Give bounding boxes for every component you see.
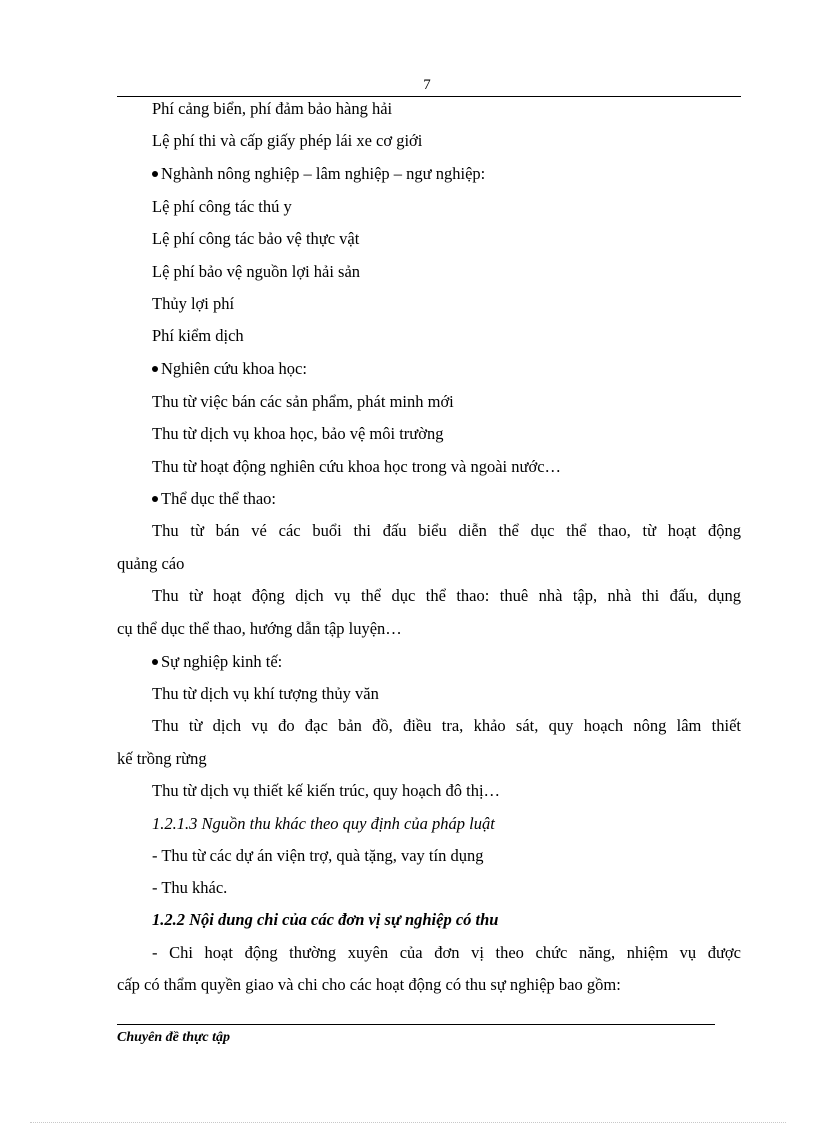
text-line: Thu từ dịch vụ khoa học, bảo vệ môi trường [152, 424, 444, 443]
header-rule [117, 96, 741, 97]
text-line: quảng cáo [117, 554, 185, 573]
section-heading: 1.2.1.3 Nguồn thu khác theo quy định của pháp luật [152, 814, 495, 833]
paragraph-line [152, 943, 741, 963]
paragraph-text: Thu từ hoạt động dịch vụ thể dục thể thao: thuê nhà tập, nhà thi đấu, dụng [152, 586, 741, 605]
paragraph-text: Thu từ dịch vụ đo đạc bản đồ, điều tra, khảo sát, quy hoạch nông lâm thiết [152, 716, 741, 735]
bullet-label: Nghiên cứu khoa học: [161, 359, 307, 378]
bullet-item [152, 164, 485, 184]
paragraph-text: Thu từ bán vé các buổi thi đấu biểu diễn thể dục thể thao, từ hoạt động [152, 521, 741, 540]
text-line: Thu từ việc bán các sản phẩm, phát minh mới [152, 392, 454, 411]
bullet-icon [152, 659, 158, 665]
bullet-item [152, 652, 282, 672]
text-line: Phí kiểm dịch [152, 326, 244, 345]
text-line: Lệ phí công tác bảo vệ thực vật [152, 229, 360, 248]
text-line: cấp có thẩm quyền giao và chi cho các hoạt động có thu sự nghiệp bao gồm: [117, 975, 621, 994]
text-line: - Thu từ các dự án viện trợ, quà tặng, vay tín dụng [152, 846, 484, 865]
text-line: Lệ phí bảo vệ nguồn lợi hải sản [152, 262, 361, 281]
bullet-item [152, 489, 276, 509]
text-line: - Thu khác. [152, 878, 228, 897]
paragraph-line [152, 521, 741, 541]
footer-title: Chuyên đề thực tập [117, 1030, 231, 1045]
text-line: Phí cảng biển, phí đảm bảo hàng hải [152, 99, 393, 118]
section-heading: 1.2.2 Nội dung chi của các đơn vị sự nghiệp có thu [152, 910, 499, 929]
text-line: Thu từ hoạt động nghiên cứu khoa học trong và ngoài nước… [152, 457, 562, 476]
text-line: Thu từ dịch vụ khí tượng thủy văn [152, 684, 379, 703]
text-line: Thủy lợi phí [152, 294, 235, 313]
bullet-item [152, 359, 307, 379]
text-line: Thu từ dịch vụ thiết kế kiến trúc, quy hoạch đô thị… [152, 781, 501, 800]
bullet-label: Thể dục thể thao: [161, 489, 277, 508]
footer-rule [117, 1024, 715, 1025]
paragraph-line [152, 586, 741, 606]
bullet-label: Sự nghiệp kinh tế: [161, 652, 283, 671]
text-line: Lệ phí công tác thú y [152, 197, 292, 216]
paragraph-line [152, 716, 741, 736]
bullet-icon [152, 496, 158, 502]
paragraph-text: - Chi hoạt động thường xuyên của đơn vị theo chức năng, nhiệm vụ được [152, 943, 741, 962]
bullet-label: Nghành nông nghiệp – lâm nghiệp – ngư nghiệp: [161, 164, 486, 183]
text-line: Lệ phí thi và cấp giấy phép lái xe cơ giới [152, 131, 423, 150]
bullet-icon [152, 366, 158, 372]
page-number: 7 [423, 77, 431, 93]
text-line: kế trồng rừng [117, 749, 207, 768]
text-line: cụ thể dục thể thao, hướng dẫn tập luyện… [117, 619, 402, 638]
bullet-icon [152, 171, 158, 177]
